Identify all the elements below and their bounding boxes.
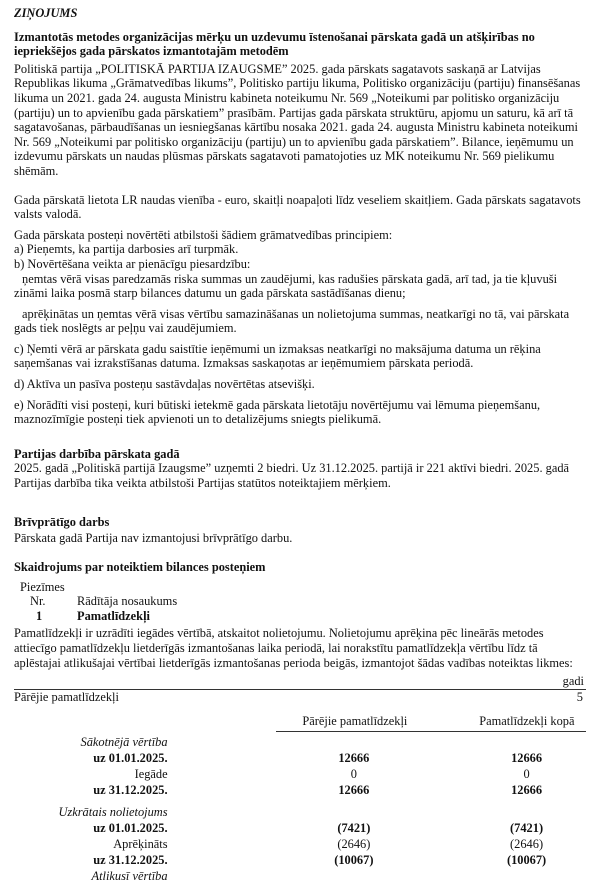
table-row (14, 782, 586, 798)
row-label: Uzkrātais nolietojums (58, 804, 168, 819)
rate-value: 5 (576, 689, 583, 704)
table-row (14, 804, 586, 820)
balance-heading: Skaidrojums par noteiktiem bilances posteņiem (14, 559, 266, 574)
row-label: uz 31.12.2025. (93, 782, 168, 797)
value-other-assets (275, 804, 434, 820)
item-name: Pamatlīdzekļi (77, 609, 150, 624)
rate-name: Pārējie pamatlīdzekļi (14, 689, 119, 704)
table-row (14, 766, 586, 782)
principle-e: e) Norādīti visi posteņi, kuri būtiski ietekmē gada pārskata lietotāju novērtējumu vai lēmuma pieņemšanu, maznozīmīgie posteņi tiek apvienoti un to detalizējums sniegts pielikumā. (14, 397, 541, 427)
methods-heading: Izmantotās metodes organizācijas mērķu un uzdevumu īstenošanai pārskata gadā un atšķirības no iepriekšējos gada pārskatos izmantotajām metodēm (14, 29, 535, 59)
table-row (14, 820, 586, 836)
table-row (14, 750, 586, 766)
table-row (14, 836, 586, 852)
activity-heading: Partijas darbība pārskata gadā (14, 446, 180, 461)
rate-row (14, 690, 586, 705)
value-total-assets: 12666 (511, 750, 543, 765)
value-total-assets: 12666 (511, 782, 543, 797)
notes-header (14, 580, 586, 624)
column-header-other-assets: Pārējie pamatlīdzekļi (302, 714, 408, 729)
row-label: Iegāde (134, 766, 168, 781)
volunteer-text: Pārskata gadā Partija nav izmantojusi brīvprātīgo darbu. (14, 531, 293, 546)
nr-label: Nr. (30, 594, 46, 609)
activity-text: 2025. gadā „Politiskā partijā Izaugsme” uzņemti 2 biedri. Uz 31.12.2025. partijā ir 221 aktīvi biedri. 2025. gadā Partijas darbība tika veikta atbilstoši Partijas statūtos noteiktajiem mērķiem. (14, 461, 570, 491)
principle-d: d) Aktīva un pasīva posteņu sastāvdaļas novērtētas atsevišķi. (14, 377, 315, 392)
principle-b: b) Novērtēšana veikta ar pienācīgu piesardzību: (14, 256, 251, 271)
value-other-assets (275, 868, 434, 884)
volunteer-heading: Brīvprātīgo darbs (14, 514, 110, 529)
principle-c: c) Ņemti vērā ar pārskata gadu saistītie ieņēmumi un izmaksas neatkarīgi no maksājuma datuma un rēķina saņemšanas vai izrakstīšanas datuma. Izmaksas saskaņotas ar ieņēmumiem pārskata periodā. (14, 341, 541, 371)
row-label: uz 01.01.2025. (93, 820, 168, 835)
methods-paragraph-1: Politiskā partija „POLITISKĀ PARTIJA IZAUGSME” 2025. gada pārskats sagatavots saskaņā ar Latvijas Republikas likuma „Grāmatvedības likums”, Politisko partiju likuma, Politisko organizāciju (partiju) finansēšanas likuma un 2021. gada 24. augusta Ministru kabineta noteikumu Nr. 569 „Noteikumi par politisko organizāciju (partiju) un to apvienību gada pārskatiem” prasībām. Partijas gada pārskata struktūru, apjomu un saturu, kā arī tā sagatavošanas, pārbaudīšanas un iesniegšanas kārtību nosaka 2021. gada 24. augusta Ministru kabineta noteikumi Nr. 569 „Noteikumi par politisko organizāciju (partiju) un to apvienību gada pārskatiem”. Bilance, ieņēmumu un izdevumu pārskats un naudas plūsmas pārskats sagatavoti pamatojoties uz MK noteikumu Nr. 569 pielikumu shēmām. (14, 61, 581, 178)
row-label: uz 01.01.2025. (93, 750, 168, 765)
report-title: ZIŅOJUMS (14, 6, 78, 20)
column-header-total-assets: Pamatlīdzekļi kopā (479, 714, 575, 729)
value-other-assets: 0 (350, 766, 357, 781)
table-row (14, 868, 586, 884)
principle-b2: aprēķinātas un ņemtas vērā visas vērtību samazināšanas un nolietojuma summas, neatkarīgi no tā, vai pārskata gads tiek noslēgts ar peļņu vai zaudējumiem. (14, 306, 570, 336)
table-row (14, 734, 586, 750)
value-total-assets: (7421) (510, 820, 544, 835)
indicator-label: Rādītāja nosaukums (77, 594, 178, 609)
row-label: Sākotnējā vērtība (80, 734, 168, 749)
value-total-assets: (2646) (510, 836, 544, 851)
value-other-assets: (2646) (337, 836, 371, 851)
value-other-assets: 12666 (338, 782, 370, 797)
value-total-assets (467, 804, 586, 820)
value-total-assets: 0 (523, 766, 530, 781)
principles-intro: Gada pārskata posteņi novērtēti atbilstoši šādiem grāmatvedības principiem: (14, 227, 393, 242)
methods-section (14, 30, 586, 427)
rate-unit: gadi (562, 674, 584, 689)
value-other-assets: (7421) (337, 820, 371, 835)
row-label: Atlikusī vērtība (91, 868, 168, 883)
row-label: Aprēķināts (113, 836, 168, 851)
principle-b1: ņemtas vērā visas paredzamās riska summas un zaudējumi, kas radušies pārskata gadā, arī tad, ja tie kļuvuši zināmi laika posmā starp bilances datumu un gada pārskata sastādīšanas dienu; (14, 271, 558, 301)
row-label: uz 31.12.2025. (93, 852, 168, 867)
value-total-assets (467, 734, 586, 750)
fixed-assets-text: Pamatlīdzekļi ir uzrādīti iegādes vērtībā, atskaitot nolietojumu. Nolietojumu aprēķina pēc lineārās metodes attiecīgo pamatlīdzekļu lietderīgās izmantošanas laika periodā, lai norakstītu pamatlīdzekļa vērtību līdz tā aplēstajai atlikušajai vērtībai lietderīgās izmantošanas perioda beigās, izmantojot šādas vadības noteiktas likmes: (14, 626, 573, 670)
activity-section (14, 447, 586, 491)
principle-a: a) Pieņemts, ka partija darbosies arī turpmāk. (14, 242, 239, 257)
table-header (276, 714, 586, 732)
value-other-assets (275, 734, 434, 750)
fixed-assets-table (14, 734, 586, 884)
value-other-assets: (10067) (334, 852, 374, 867)
methods-paragraph-2: Gada pārskatā lietota LR naudas vienība - euro, skaitļi noapaļoti līdz veseliem skaitļiem. Gada pārskats sagatavots valsts valodā. (14, 192, 581, 222)
item-nr: 1 (36, 609, 43, 624)
value-other-assets: 12666 (338, 750, 370, 765)
value-total-assets: (10067) (506, 852, 547, 867)
value-total-assets (467, 868, 586, 884)
table-row (14, 852, 586, 868)
volunteer-section (14, 515, 586, 546)
notes-label: Piezīmes (20, 580, 65, 595)
